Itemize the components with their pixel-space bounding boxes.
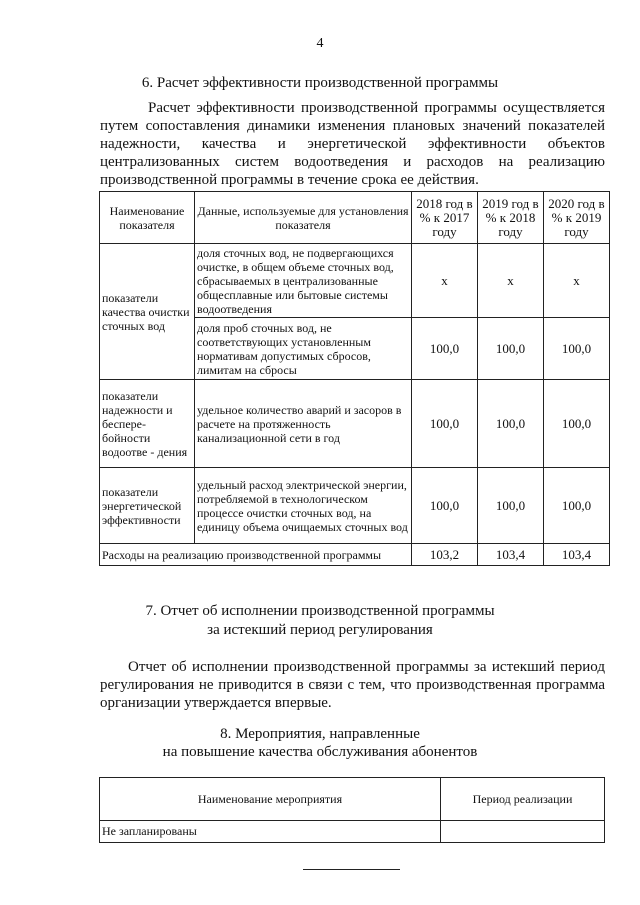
- value-2019: 100,0: [478, 318, 544, 380]
- expenses-2020: 103,4: [544, 544, 610, 566]
- section-8-title-line2: на повышение качества обслуживания абонентов: [162, 744, 478, 760]
- section-6-paragraph: [100, 99, 605, 189]
- section-7-title-line2: за истекший период регулирования: [207, 622, 433, 638]
- header-2018: 2018 год в % к 2017 году: [412, 192, 478, 244]
- header-indicator-name: Наименование показателя: [100, 192, 195, 244]
- value-2018: 100,0: [412, 318, 478, 380]
- header-2019: 2019 год в % к 2018 году: [478, 192, 544, 244]
- value-2019: 100,0: [478, 468, 544, 544]
- section-8-title-line1: 8. Мероприятия, направленные: [220, 726, 420, 742]
- activity-name: Не запланированы: [100, 821, 441, 843]
- section-7-title-line1: 7. Отчет об исполнении производственной программы: [145, 603, 495, 619]
- value-2018: 100,0: [412, 380, 478, 468]
- paragraph-line: централизованных систем водоотведения и расходов на реализацию: [100, 154, 605, 170]
- data-description: удельное количество аварий и засоров в расчете на протяженность канализационной сети в год: [195, 380, 412, 468]
- data-description: доля проб сточных вод, не соответствующих установленным нормативам допустимых сбросов, лимитам на сбросы: [195, 318, 412, 380]
- value-2019: 100,0: [478, 380, 544, 468]
- implementation-period: [441, 821, 605, 843]
- page-number: 4: [316, 36, 324, 51]
- data-description: удельный расход электрической энергии, потребляемой в технологическом процессе очистки сточных вод, на единицу объема очищаемых сточных вод: [195, 468, 412, 544]
- indicator-energy: показатели энергетической эффективности: [100, 468, 195, 544]
- section-7-paragraph: [100, 658, 605, 712]
- paragraph-line: надежности, качества и энергетической эффективности объектов: [100, 136, 605, 152]
- paragraph-line: производственной программы в течение срока ее действия.: [100, 172, 479, 188]
- paragraph-line: Расчет эффективности производственной программы осуществляется: [148, 100, 605, 116]
- header-activity-name: Наименование мероприятия: [100, 778, 441, 821]
- efficiency-table: [99, 191, 610, 566]
- paragraph-line: путем сопоставления динамики изменения плановых значений показателей: [100, 118, 605, 134]
- value-2020: 100,0: [544, 318, 610, 380]
- value-2018: 100,0: [412, 468, 478, 544]
- value-2020: 100,0: [544, 468, 610, 544]
- expenses-2019: 103,4: [478, 544, 544, 566]
- value-2020: 100,0: [544, 380, 610, 468]
- header-data-used: Данные, используемые для установления показателя: [195, 192, 412, 244]
- activities-table: [99, 777, 605, 843]
- footer-divider: [303, 869, 400, 870]
- section-6-title: 6. Расчет эффективности производственной программы: [141, 75, 499, 91]
- paragraph-line: регулирования не приводится в связи с тем, что производственная программа: [100, 677, 605, 693]
- value-2019: х: [478, 244, 544, 318]
- value-2020: х: [544, 244, 610, 318]
- indicator-reliability: показатели надежности и беспере-бойности водоотве - дения: [100, 380, 195, 468]
- header-implementation-period: Период реализации: [441, 778, 605, 821]
- paragraph-line: Отчет об исполнении производственной программы за истекший период: [128, 659, 605, 675]
- data-description: доля сточных вод, не подвергающихся очистке, в общем объеме сточных вод, сбрасываемых в централизованные общесплавные или бытовые системы водоотведения: [195, 244, 412, 318]
- header-2020: 2020 год в % к 2019 году: [544, 192, 610, 244]
- expenses-2018: 103,2: [412, 544, 478, 566]
- indicator-quality: показатели качества очистки сточных вод: [100, 244, 195, 380]
- value-2018: х: [412, 244, 478, 318]
- expenses-label: Расходы на реализацию производственной программы: [100, 544, 412, 566]
- paragraph-line: организации утверждается впервые.: [100, 695, 332, 711]
